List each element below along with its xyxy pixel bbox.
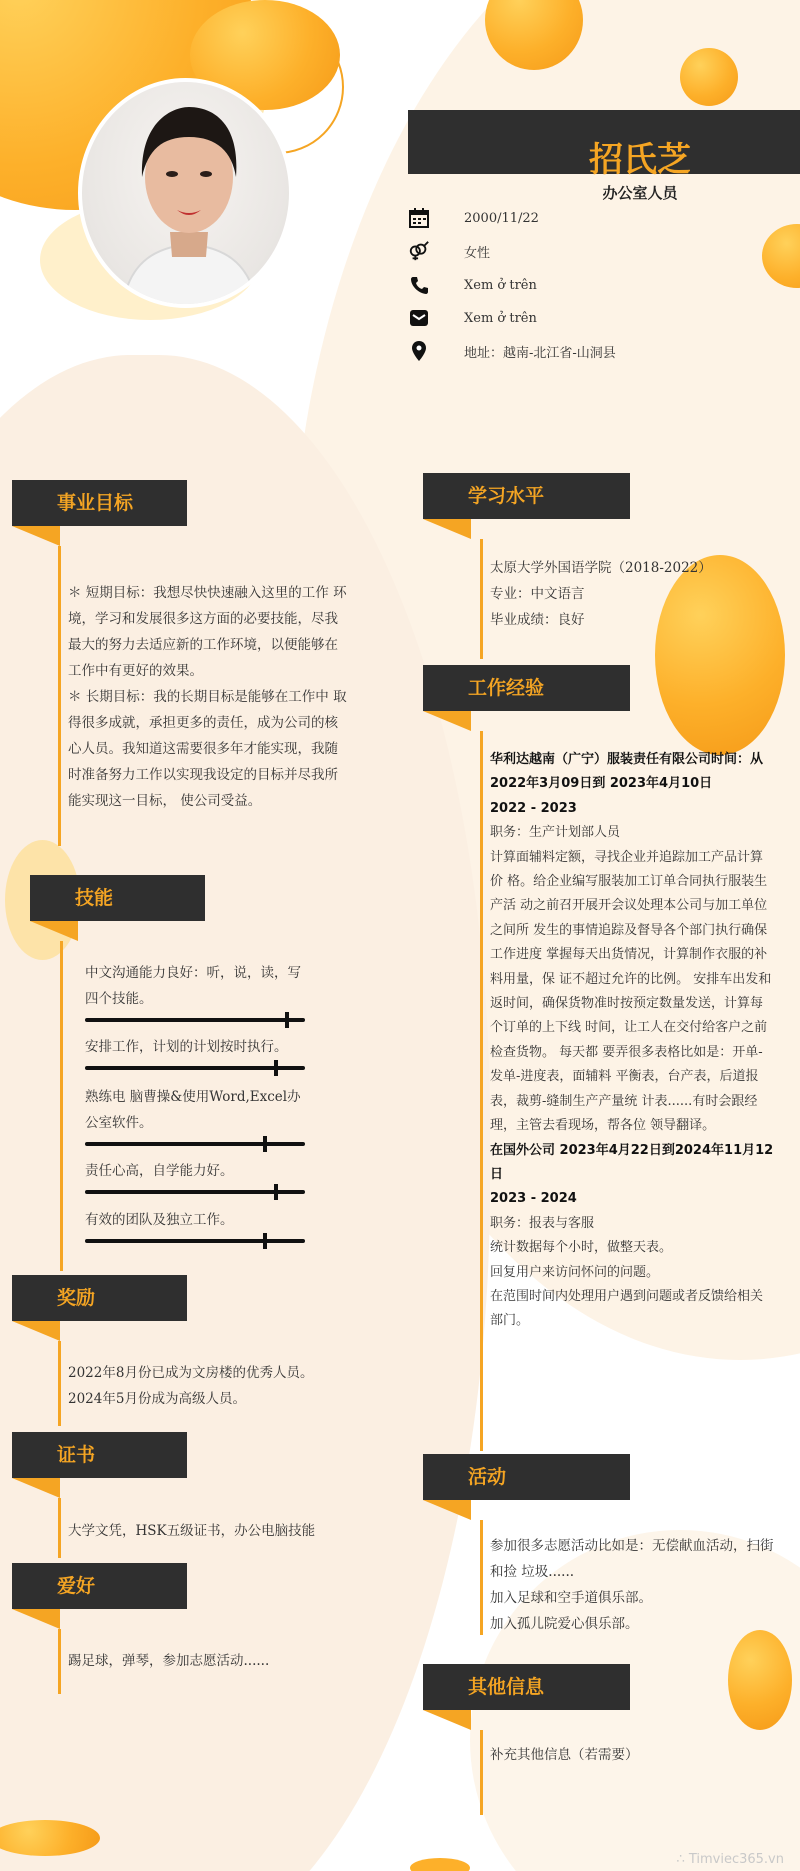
timeline-line — [480, 731, 483, 1451]
skill-bar — [85, 1066, 305, 1070]
section-tab — [12, 1321, 60, 1341]
skill-text: 安排工作，计划的计划按时执行。 — [85, 1039, 288, 1055]
job-company: 华利达越南（广宁）服装责任有限公司时间：从 2022年3月09日到 2023年4月10日 — [490, 752, 764, 792]
job-period: 2022 - 2023 — [490, 800, 577, 816]
gender-icon — [408, 240, 430, 262]
other-list — [490, 1742, 775, 1768]
activities-list — [490, 1533, 775, 1637]
activity-item: 加入足球和空手道俱乐部。 — [490, 1590, 652, 1606]
job-title: 办公室人员 — [602, 184, 678, 202]
timeline-line — [480, 539, 483, 659]
awards-list — [68, 1360, 350, 1412]
skill-level-marker — [274, 1060, 278, 1076]
info-birthdate — [408, 206, 539, 230]
email-icon — [408, 307, 430, 329]
timeline-line — [58, 1341, 61, 1426]
section-title: 活动 — [468, 1466, 507, 1488]
section-header-skills — [30, 875, 205, 921]
section-tab — [12, 526, 60, 546]
skill-text: 熟练电 脑曹操&使用Word,Excel办公室软件。 — [85, 1089, 301, 1131]
calendar-icon — [408, 207, 430, 229]
certificate-item: 大学文凭，HSK五级证书，办公电脑技能 — [68, 1523, 316, 1539]
section-tab — [12, 1609, 60, 1629]
skill-text: 责任心高，自学能力好。 — [85, 1163, 234, 1179]
skill-level-marker — [263, 1136, 267, 1152]
skill-item — [85, 1084, 305, 1146]
info-phone — [408, 273, 537, 297]
section-header-activities — [423, 1454, 630, 1500]
timeline-line — [58, 1629, 61, 1694]
info-text: 2000/11/22 — [464, 210, 539, 226]
education-item: 毕业成绩：良好 — [490, 612, 585, 628]
section-header-awards — [12, 1275, 187, 1321]
section-header-experience — [423, 665, 630, 711]
watermark: ∴ Timviec365.vn — [676, 1852, 784, 1867]
award-item: 2022年8月份已成为文房楼的优秀人员。 — [68, 1365, 314, 1381]
phone-icon — [408, 274, 430, 296]
section-header-education — [423, 473, 630, 519]
award-item: 2024年5月份成为高级人员。 — [68, 1391, 246, 1407]
section-title: 其他信息 — [468, 1676, 545, 1698]
section-title: 技能 — [75, 887, 114, 909]
skill-level-marker — [274, 1184, 278, 1200]
job-position: 职务：生产计划部人员 — [490, 825, 621, 841]
deco-circle — [680, 48, 738, 106]
job-entry — [490, 1139, 775, 1334]
info-text: Xem ở trên — [464, 277, 537, 293]
hobby-item: 踢足球，弹琴，参加志愿活动...... — [68, 1653, 270, 1669]
career-long-term: ＊ 长期目标：我的长期目标是能够在工作中 取 得很多成就，承担更多的责任，成为公司的核 心人员。我知道这需要很多年才能实现，我随 时准备努力工作以实现我设定的目标并尽我所 能实现这一目标， 使公司受益。 — [68, 689, 347, 809]
skill-item — [85, 960, 305, 1022]
profile-photo — [78, 78, 293, 308]
skill-text: 有效的团队及独立工作。 — [85, 1212, 234, 1228]
info-text: 女性 — [464, 245, 491, 261]
section-title: 奖励 — [57, 1287, 96, 1309]
section-header-other — [423, 1664, 630, 1710]
info-address — [408, 339, 616, 363]
experience-list — [490, 748, 775, 1334]
skill-level-marker — [263, 1233, 267, 1249]
info-text: Xem ở trên — [464, 310, 537, 326]
section-title: 证书 — [57, 1444, 96, 1466]
activity-item: 参加很多志愿活动比如是：无偿献血活动，扫街和捡 垃圾...... — [490, 1538, 774, 1580]
education-list — [490, 555, 790, 633]
timeline-line — [58, 1498, 61, 1558]
skill-bar — [85, 1018, 305, 1022]
education-item: 专业：中文语言 — [490, 586, 585, 602]
job-entry — [490, 748, 775, 1139]
job-description-line: 统计数据每个小时，做整天表。 — [490, 1240, 673, 1256]
info-email — [408, 306, 537, 330]
skill-text: 中文沟通能力良好：听，说，读，写 四个技能。 — [85, 965, 301, 1007]
timeline-line — [480, 1520, 483, 1635]
section-title: 事业目标 — [57, 492, 134, 514]
section-tab — [12, 1478, 60, 1498]
section-tab — [423, 711, 471, 731]
education-item: 太原大学外国语学院（2018-2022） — [490, 560, 712, 576]
skill-bar — [85, 1142, 305, 1146]
skill-bar — [85, 1190, 305, 1194]
section-header-hobbies — [12, 1563, 187, 1609]
skill-item — [85, 1034, 305, 1070]
section-title: 爱好 — [57, 1575, 96, 1597]
career-short-term: ＊ 短期目标：我想尽快快速融入这里的工作 环 境，学习和发展很多这方面的必要技能，尽我 最大的努力去适应新的工作环境，以便能够在 工作中有更好的效果。 — [68, 585, 347, 679]
skill-item — [85, 1158, 305, 1194]
candidate-name: 招氏芝 — [589, 140, 691, 180]
job-period: 2023 - 2024 — [490, 1191, 577, 1207]
skill-level-marker — [285, 1012, 289, 1028]
info-gender — [408, 239, 490, 263]
activity-item: 加入孤儿院爱心俱乐部。 — [490, 1616, 639, 1632]
job-description: 计算面辅料定额，寻找企业并追踪加工产品计算价 格。给企业编写服装加工订单合同执行服装生产活 动之前召开展开会议处理本公司与加工单位之间所 发生的事情追踪及督导各个部门执行确保工作进度 掌握每天出货情况，计算制作衣服的补料用量，保 证不超过允许的比例。 安排车出发和返时间，确保货物准时按预定数量发送，计算每个订单的上下线 时间，让工人在交付给客户之前检查货物。 每天都 要弄很多表格比如是：开单-发单-进度表，面辅料 平衡表，台产表，后道报表，裁剪-缝制生产产量统 计表......有时会跟经理，主管去看现场，帮各位 领导翻译。 — [490, 849, 772, 1134]
job-company: 在国外公司 2023年4月22日到2024年11月12日 — [490, 1142, 774, 1182]
location-icon — [408, 340, 430, 362]
section-header-certificates — [12, 1432, 187, 1478]
deco-oval — [728, 1630, 792, 1730]
section-tab — [423, 1500, 471, 1520]
job-description-line: 在范围时间内处理用户遇到问题或者反馈给相关部门。 — [490, 1288, 764, 1329]
section-tab — [423, 519, 471, 539]
info-text: 地址：越南-北江省-山洞县 — [464, 345, 616, 361]
section-title: 学习水平 — [468, 485, 545, 507]
skill-bar — [85, 1239, 305, 1243]
timeline-line — [480, 1730, 483, 1815]
timeline-line — [58, 546, 61, 846]
skill-item — [85, 1207, 305, 1243]
section-header-career — [12, 480, 187, 526]
job-position: 职务：报表与客服 — [490, 1215, 595, 1231]
other-item: 补充其他信息（若需要） — [490, 1747, 639, 1763]
section-tab — [423, 1710, 471, 1730]
section-title: 工作经验 — [468, 677, 545, 699]
timeline-line — [60, 941, 63, 1271]
deco-oval — [410, 1858, 470, 1871]
section-tab — [30, 921, 78, 941]
hobbies-list — [68, 1648, 368, 1674]
career-text — [68, 580, 350, 814]
certificates-list — [68, 1518, 368, 1544]
job-description-line: 回复用户来访问怀问的问题。 — [490, 1264, 660, 1280]
